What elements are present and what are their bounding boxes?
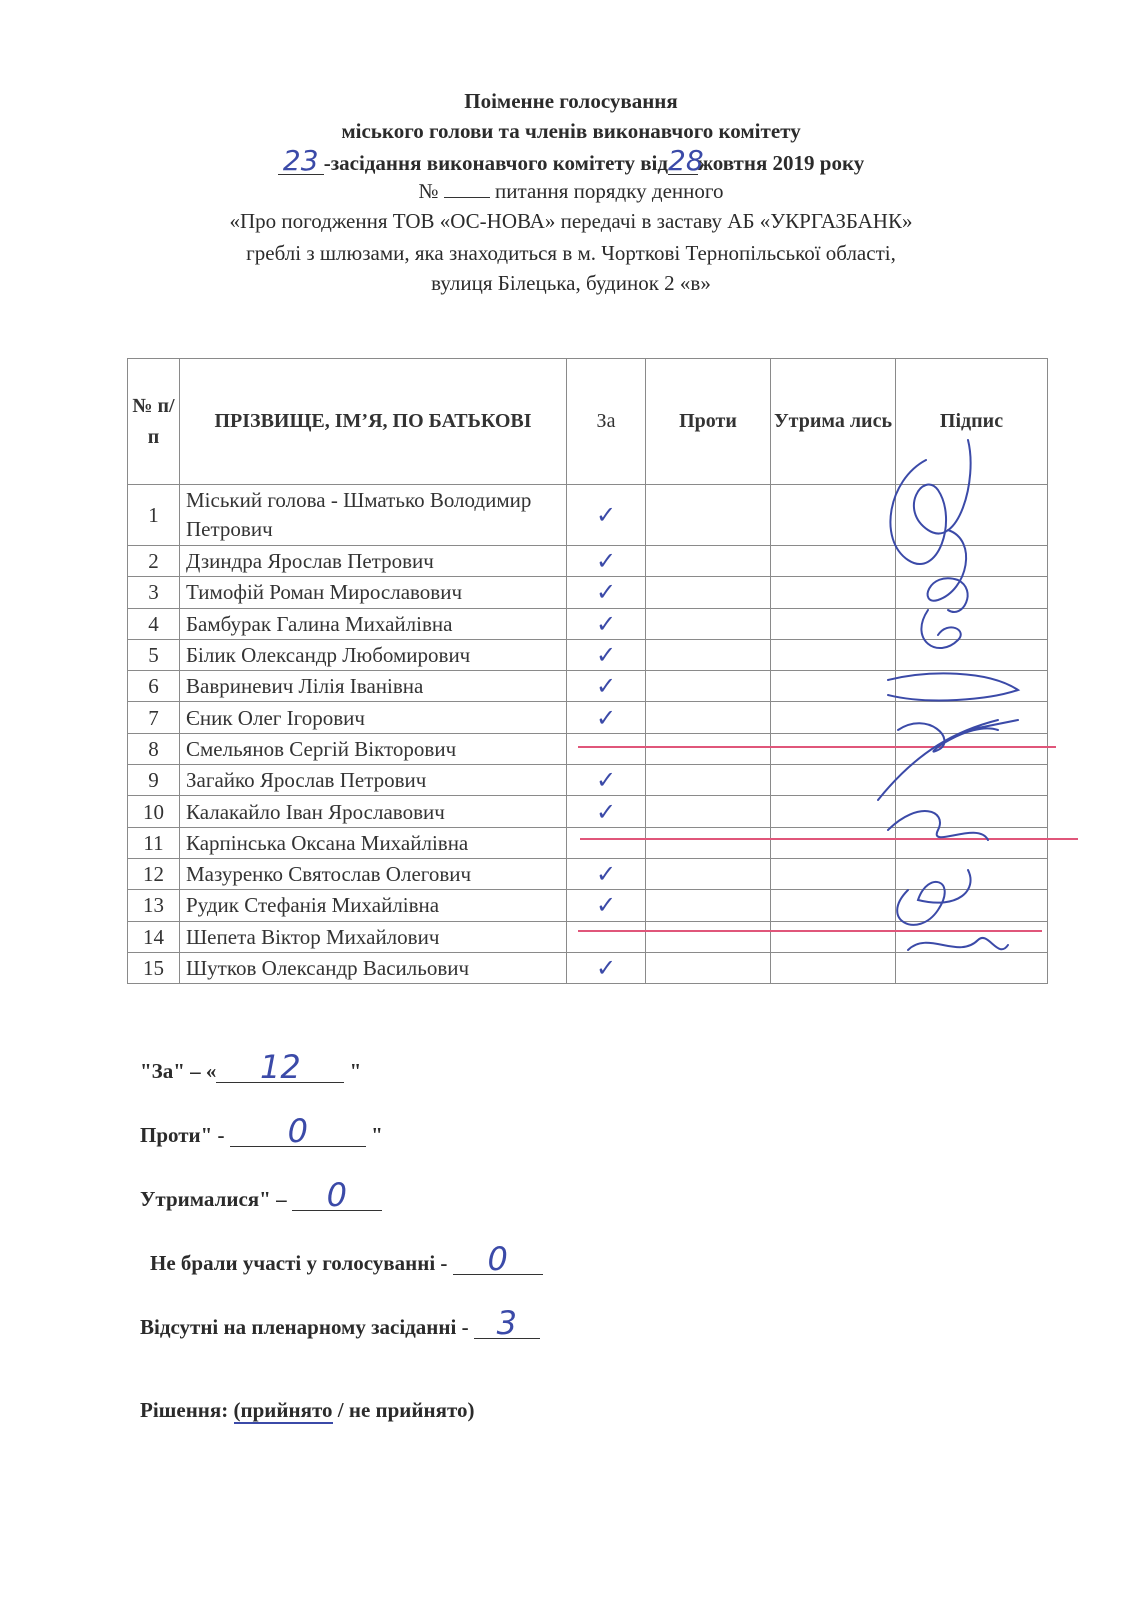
- row-number: 7: [128, 702, 180, 733]
- member-name: Калакайло Іван Ярославович: [180, 796, 567, 827]
- decision-separator: /: [337, 1398, 344, 1422]
- subject-line-3: вулиця Білецька, будинок 2 «в»: [431, 271, 711, 295]
- decision-adopted: (прийнято: [233, 1398, 333, 1422]
- row-number: 8: [128, 733, 180, 764]
- agenda-number-sign: №: [418, 179, 439, 203]
- session-number: 23: [278, 148, 324, 175]
- row-number: 14: [128, 921, 180, 952]
- session-day: 28: [668, 144, 704, 177]
- member-name: Міський голова - Шматько Володимир Петрович: [180, 485, 567, 546]
- row-number: 12: [128, 858, 180, 889]
- row-number: 11: [128, 827, 180, 858]
- subject-line-2: греблі з шлюзами, яка знаходиться в м. Чорткові Тернопільської області,: [246, 241, 896, 265]
- col-header-signature: Підпис: [896, 359, 1048, 485]
- vote-for-check: [567, 733, 646, 764]
- vote-against-cell: [646, 890, 771, 921]
- tally-absent: [140, 1304, 540, 1342]
- tally-abstain-value: 0: [292, 1180, 382, 1211]
- row-number: 1: [128, 485, 180, 546]
- member-name: Шепета Віктор Михайлович: [180, 921, 567, 952]
- member-name: Смельянов Сергій Вікторович: [180, 733, 567, 764]
- tally-for: "За" – « 12 ": [140, 1048, 362, 1086]
- vote-for-check: [567, 921, 646, 952]
- vote-for-check: [567, 827, 646, 858]
- tally-abstain: [140, 1176, 382, 1214]
- member-name: Рудик Стефанія Михайлівна: [180, 890, 567, 921]
- member-name: Тимофій Роман Мирославович: [180, 577, 567, 608]
- vote-against-cell: [646, 671, 771, 702]
- member-name: Єник Олег Ігорович: [180, 702, 567, 733]
- title-line-2: міського голови та членів виконавчого комітету: [341, 119, 801, 143]
- session-line-text: -засідання виконавчого комітету від: [323, 151, 669, 175]
- vote-for-check: ✓: [567, 952, 646, 983]
- member-name: Вавриневич Лілія Іванівна: [180, 671, 567, 702]
- row-number: 2: [128, 546, 180, 577]
- tally-absent-label: Відсутні на пленарному засіданні -: [140, 1315, 469, 1339]
- vote-against-cell: [646, 577, 771, 608]
- row-number: 4: [128, 608, 180, 639]
- vote-for-check: ✓: [567, 858, 646, 889]
- vote-against-cell: [646, 639, 771, 670]
- col-header-abstain: Утрима лись: [771, 359, 896, 485]
- member-name: Дзиндра Ярослав Петрович: [180, 546, 567, 577]
- agenda-item-line: [0, 178, 1142, 204]
- col-header-against: Проти: [646, 359, 771, 485]
- vote-against-cell: [646, 765, 771, 796]
- tally-for-value: 12: [216, 1052, 344, 1083]
- row-number: 5: [128, 639, 180, 670]
- member-name: Білик Олександр Любомирович: [180, 639, 567, 670]
- member-name: Загайко Ярослав Петрович: [180, 765, 567, 796]
- row-number: 3: [128, 577, 180, 608]
- tally-not-voted-label: Не брали участі у голосуванні -: [150, 1251, 448, 1275]
- vote-against-cell: [646, 796, 771, 827]
- tally-for-label: "За" – «: [140, 1059, 217, 1083]
- tally-not-voted-value: 0: [453, 1244, 543, 1275]
- tally-against: Проти" - 0 ": [140, 1112, 383, 1150]
- agenda-item-text: питання порядку денного: [495, 179, 724, 203]
- vote-for-check: ✓: [567, 485, 646, 546]
- vote-against-cell: [646, 485, 771, 546]
- member-name: Шутков Олександр Васильович: [180, 952, 567, 983]
- signatures-scribble: [868, 420, 1058, 980]
- tally-against-value: 0: [230, 1116, 366, 1147]
- row-number: 15: [128, 952, 180, 983]
- vote-against-cell: [646, 921, 771, 952]
- vote-for-check: ✓: [567, 765, 646, 796]
- vote-against-cell: [646, 702, 771, 733]
- vote-for-check: ✓: [567, 546, 646, 577]
- session-date-text: жовтня 2019 року: [698, 151, 865, 175]
- vote-for-check: ✓: [567, 890, 646, 921]
- col-header-name: ПРІЗВИЩЕ, ІМ’Я, ПО БАТЬКОВІ: [180, 359, 567, 485]
- agenda-number-blank: [444, 197, 490, 198]
- session-line: [0, 144, 1142, 177]
- vote-for-check: ✓: [567, 796, 646, 827]
- member-name: Карпінська Оксана Михайлівна: [180, 827, 567, 858]
- col-header-num: № п/п: [128, 359, 180, 485]
- vote-against-cell: [646, 827, 771, 858]
- row-number: 10: [128, 796, 180, 827]
- tally-not-voted: [150, 1240, 543, 1278]
- tally-abstain-label: Утрималися" –: [140, 1187, 287, 1211]
- vote-for-check: ✓: [567, 671, 646, 702]
- vote-against-cell: [646, 858, 771, 889]
- row-number: 6: [128, 671, 180, 702]
- decision-line: [140, 1395, 475, 1425]
- subject-line-1: «Про погодження ТОВ «ОС-НОВА» передачі в заставу АБ «УКРГАЗБАНК»: [229, 209, 913, 233]
- vote-for-check: ✓: [567, 608, 646, 639]
- decision-rejected: не прийнято): [348, 1398, 475, 1422]
- member-name: Мазуренко Святослав Олегович: [180, 858, 567, 889]
- row-number: 13: [128, 890, 180, 921]
- vote-against-cell: [646, 608, 771, 639]
- document-title: Поіменне голосування: [464, 89, 678, 113]
- decision-label: Рішення:: [140, 1398, 229, 1422]
- member-name: Бамбурак Галина Михайлівна: [180, 608, 567, 639]
- row-number: 9: [128, 765, 180, 796]
- vote-against-cell: [646, 733, 771, 764]
- vote-for-check: ✓: [567, 577, 646, 608]
- tally-against-label: Проти" -: [140, 1123, 225, 1147]
- vote-for-check: ✓: [567, 702, 646, 733]
- vote-for-check: ✓: [567, 639, 646, 670]
- vote-against-cell: [646, 546, 771, 577]
- col-header-for: За: [567, 359, 646, 485]
- tally-absent-value: 3: [474, 1308, 540, 1339]
- vote-against-cell: [646, 952, 771, 983]
